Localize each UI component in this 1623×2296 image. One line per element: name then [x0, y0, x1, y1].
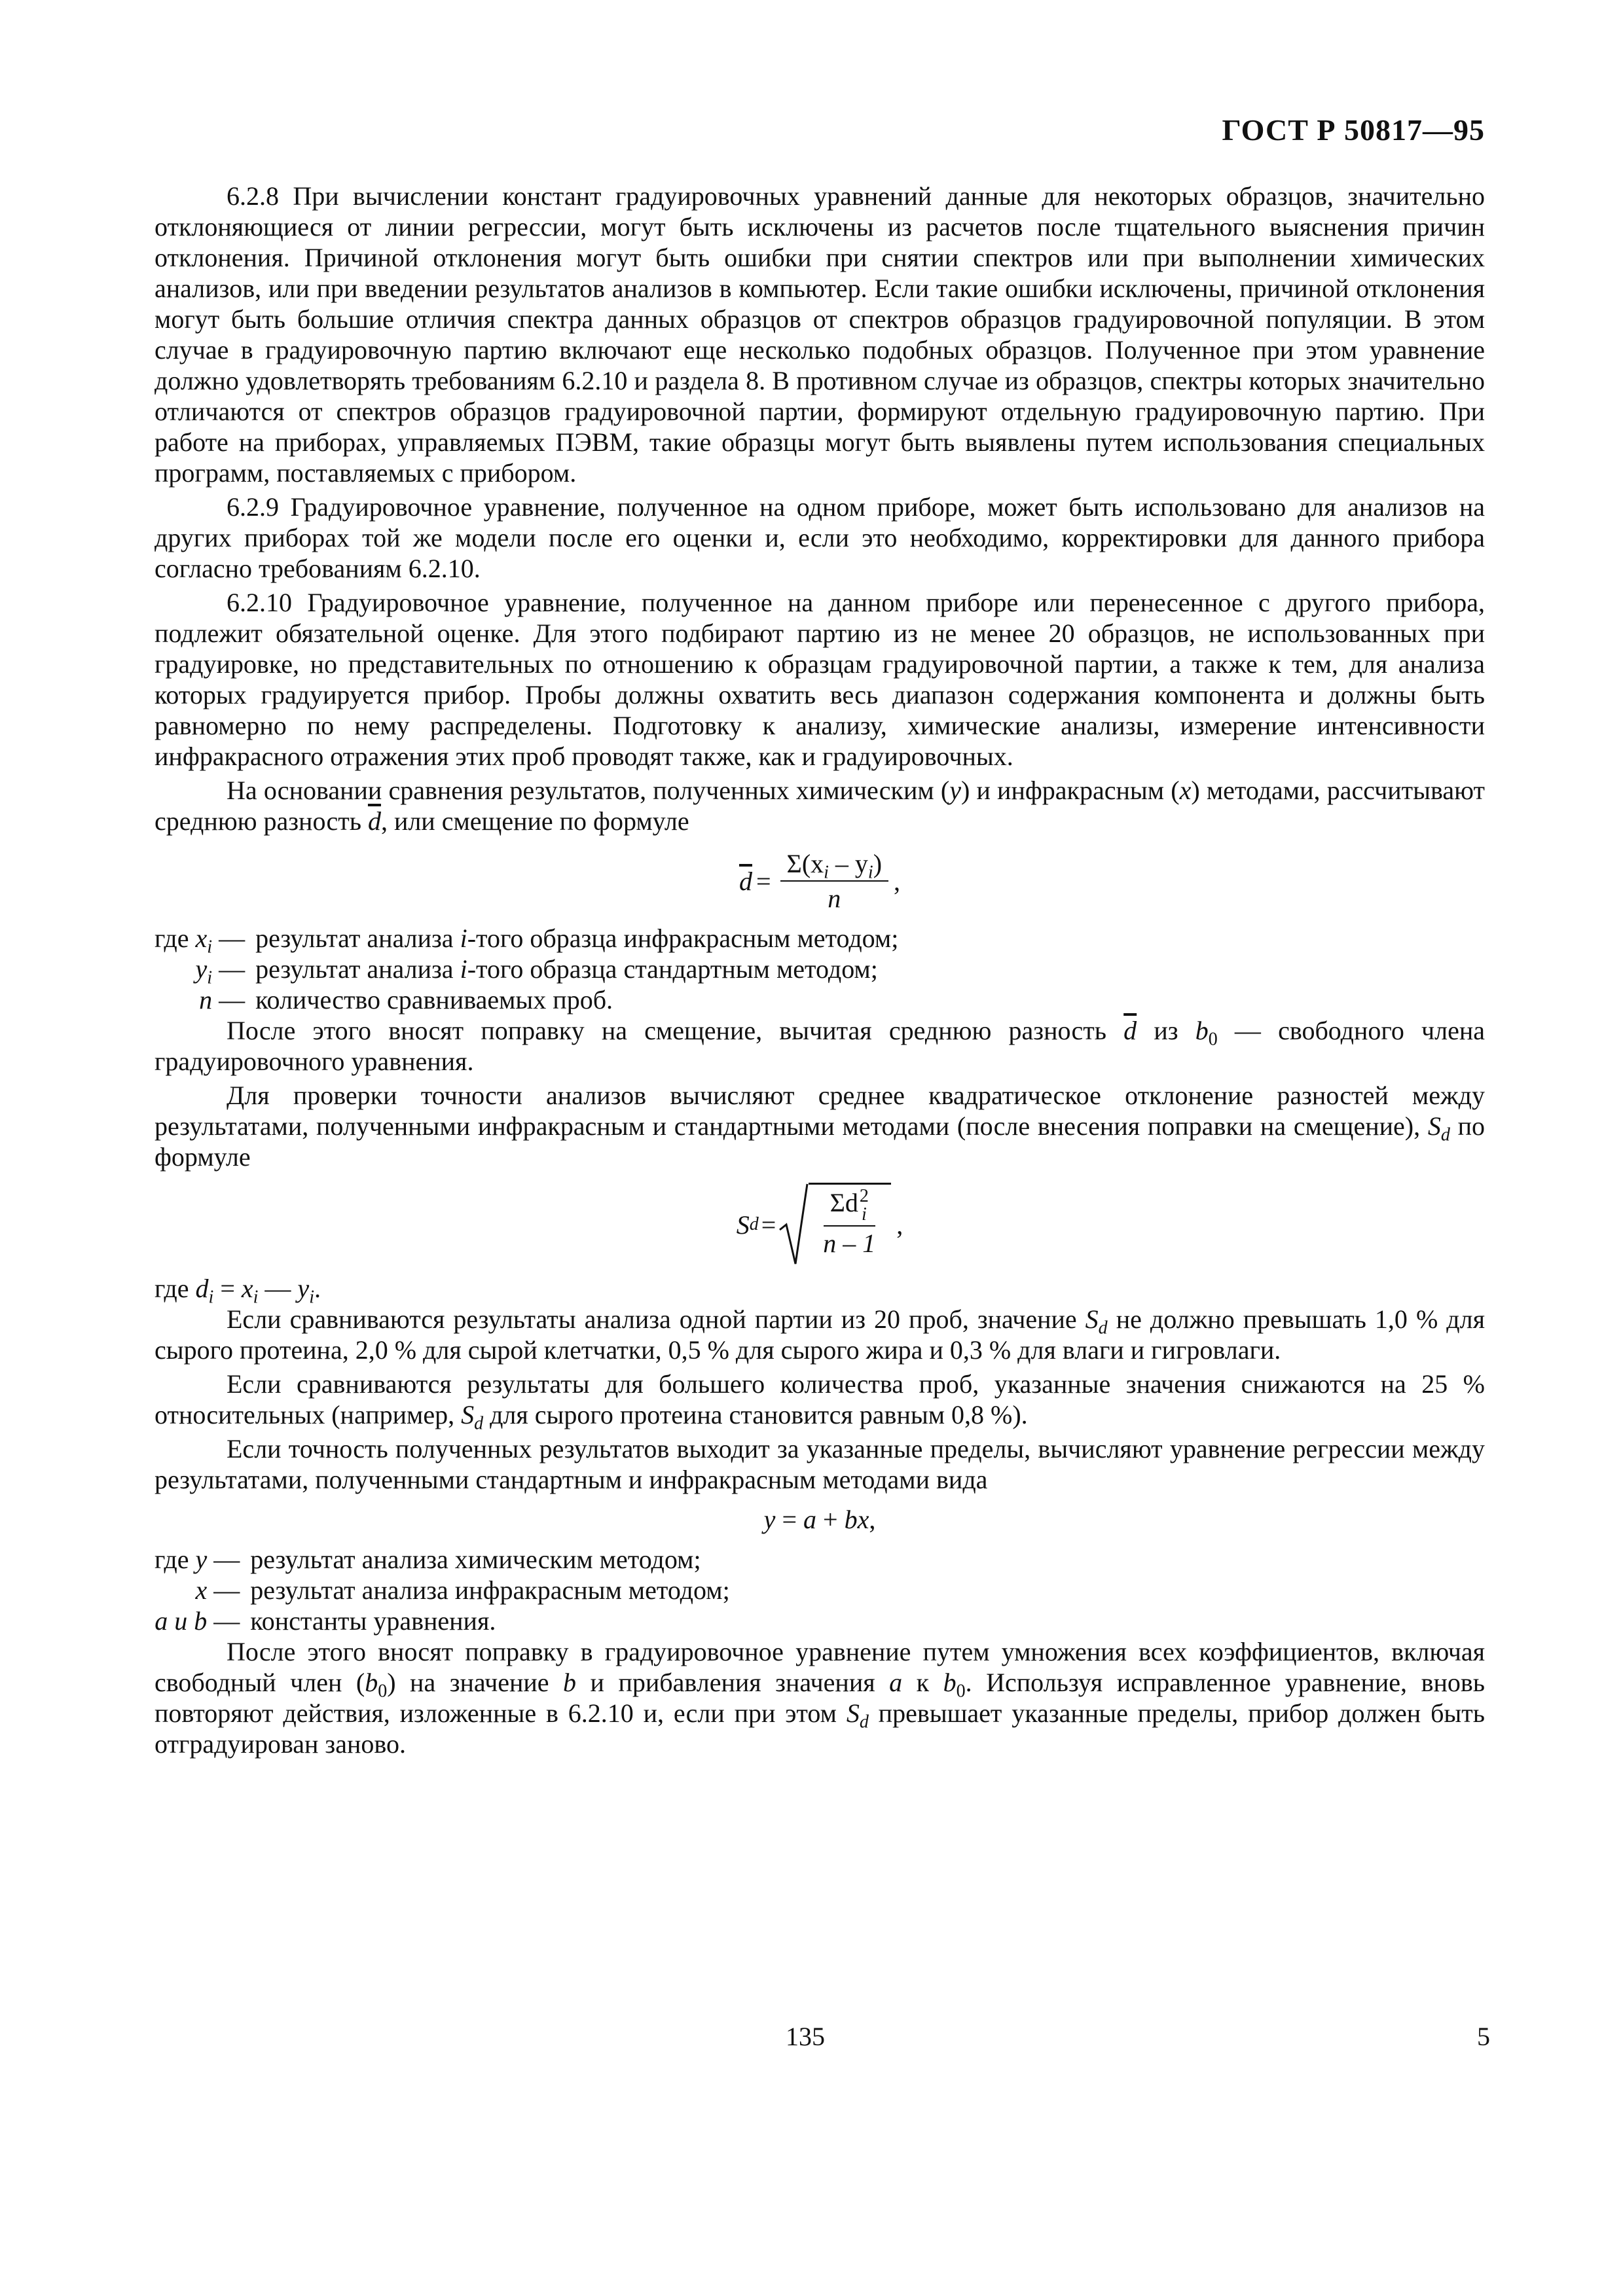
fraction: $\frac{\Sigma(x_i - y_i)}{n}$	[780, 848, 889, 914]
paragraph-final-correction: После этого вносят поправку в градуировочное уравнение путем умножения всех коэффициентов, включая свободный член $(b_0)$ на значение b и прибавления значения a к $b_0$. Используя исправленное уравнение, вновь повторяют действия, изложенные в 6.2.10 и, если при этом $S_d$ превышает указанные пределы, прибор должен быть отградуирован заново.	[155, 1637, 1486, 1759]
document-body	[155, 181, 1485, 1759]
definition-row: $y_i$ — результат анализа i-того образца стандартным методом;	[195, 954, 878, 988]
page-number-center: 135	[786, 2022, 825, 2051]
document-header: ГОСТ Р 50817—95	[1222, 113, 1485, 147]
definition-row: n — количество сравниваемых проб.	[199, 985, 613, 1014]
paragraph-6-2-10: 6.2.10 Градуировочное уравнение, полученное на данном приборе или перенесенное с другого прибора, подлежит обязательной оценке. Для этого подбирают партию из не менее 20 образцов, не использованных при градуировке, но представительных по отношению к образцам градуировочной партии, а также к тем, для анализа которых градуируется прибор. Пробы должны охватить весь диапазон содержания компонента и должны быть равномерно по нему распределены. Подготовку к анализу, химические анализы, измерение интенсивности инфракрасного отражения этих проб проводят также, как и градуировочных.	[155, 588, 1485, 771]
paragraph-6-2-9: 6.2.9 Градуировочное уравнение, полученное на одном приборе, может быть использовано для анализов на других приборах той же модели после его оценки и, если это необходимо, корректировки для данного прибора согласно требованиям 6.2.10.	[155, 492, 1485, 583]
formula-regression: y = a + bx ,	[763, 1505, 876, 1534]
paragraph-limits-reduced: Если сравниваются результаты для большего количества проб, указанные значения снижаются на 25 % относительных (например, $S_d$ для сырого протеина становится равным 0,8 %).	[155, 1369, 1485, 1434]
square-root	[778, 1183, 891, 1266]
formula-mean-difference: $\overline{d}$ = $\frac{\Sigma(x_i - y_i)}{n}$ ,	[739, 849, 901, 913]
paragraph-regression: Если точность полученных результатов выходит за указанные пределы, вычисляют уравнение регрессии между результатами, полученными стандартным и инфракрасным методами вида	[155, 1434, 1485, 1494]
definition-row: где y — результат анализа химическим методом;	[155, 1545, 701, 1574]
paragraph-limits: Если сравниваются результаты анализа одной партии из 20 проб, значение $S_d$ не должно превышать 1,0 % для сырого протеина, 2,0 % для сырой клетчатки, 0,5 % для сырого жира и 0,3 % для влаги и гигровлаги.	[155, 1304, 1486, 1365]
formula-std-deviation: S d = Σd 2 i n – 1 ,	[155, 1183, 1485, 1266]
paragraph-std-deviation: Для проверки точности анализов вычисляют среднее квадратическое отклонение разностей между результатами, полученными инфракрасным и стандартными методами (после внесения поправки на смещение), $S_d$ по формуле	[155, 1081, 1485, 1172]
paragraph-bias-correction: После этого вносят поправку на смещение, вычитая среднюю разность $\overline{d}$ из $b_0$ — свободного члена градуировочного уравнения.	[155, 1016, 1485, 1076]
fraction: Σd 2 i n – 1	[823, 1186, 876, 1258]
definition-row: a и b — константы уравнения.	[155, 1606, 496, 1636]
radical-sign-icon	[778, 1183, 809, 1266]
definition-di: где $d_i = x_i$ — $y_i$.	[155, 1274, 321, 1308]
definition-row: x — результат анализа инфракрасным методом;	[195, 1575, 730, 1605]
page-number-right: 5	[1477, 2022, 1490, 2051]
definitions-regression	[155, 1544, 730, 1636]
definition-row: где $x_i$ — результат анализа i-того образца инфракрасным методом;	[155, 924, 899, 958]
paragraph-6-2-8: 6.2.8 При вычислении констант градуировочных уравнений данные для некоторых образцов, значительно отклоняющиеся от линии регрессии, могут быть исключены из расчетов после тщательного выяснения причин отклонения. Причиной отклонения могут быть ошибки при снятии спектров или при выполнении химических анализов, или при введении результатов анализов в компьютер. Если такие ошибки исключены, причиной отклонения могут быть большие отличия спектра данных образцов от спектров образцов градуировочной популяции. В этом случае в градуировочную партию включают еще несколько подобных образцов. Полученное при этом уравнение должно удовлетворять требованиям 6.2.10 и раздела 8. В противном случае из образцов, спектры которых значительно отличаются от спектров образцов градуировочной партии, формируют отдельную градуировочную партию. При работе на приборах, управляемых ПЭВМ, такие образцы могут быть выявлены путем использования специальных программ, поставляемых с прибором.	[155, 181, 1485, 488]
paragraph-bias-intro: На основании сравнения результатов, полученных химическим (y) и инфракрасным (x) методами, рассчитывают среднюю разность $\overline{d}$, или смещение по формуле	[155, 776, 1485, 836]
definitions-bias	[155, 923, 898, 1015]
